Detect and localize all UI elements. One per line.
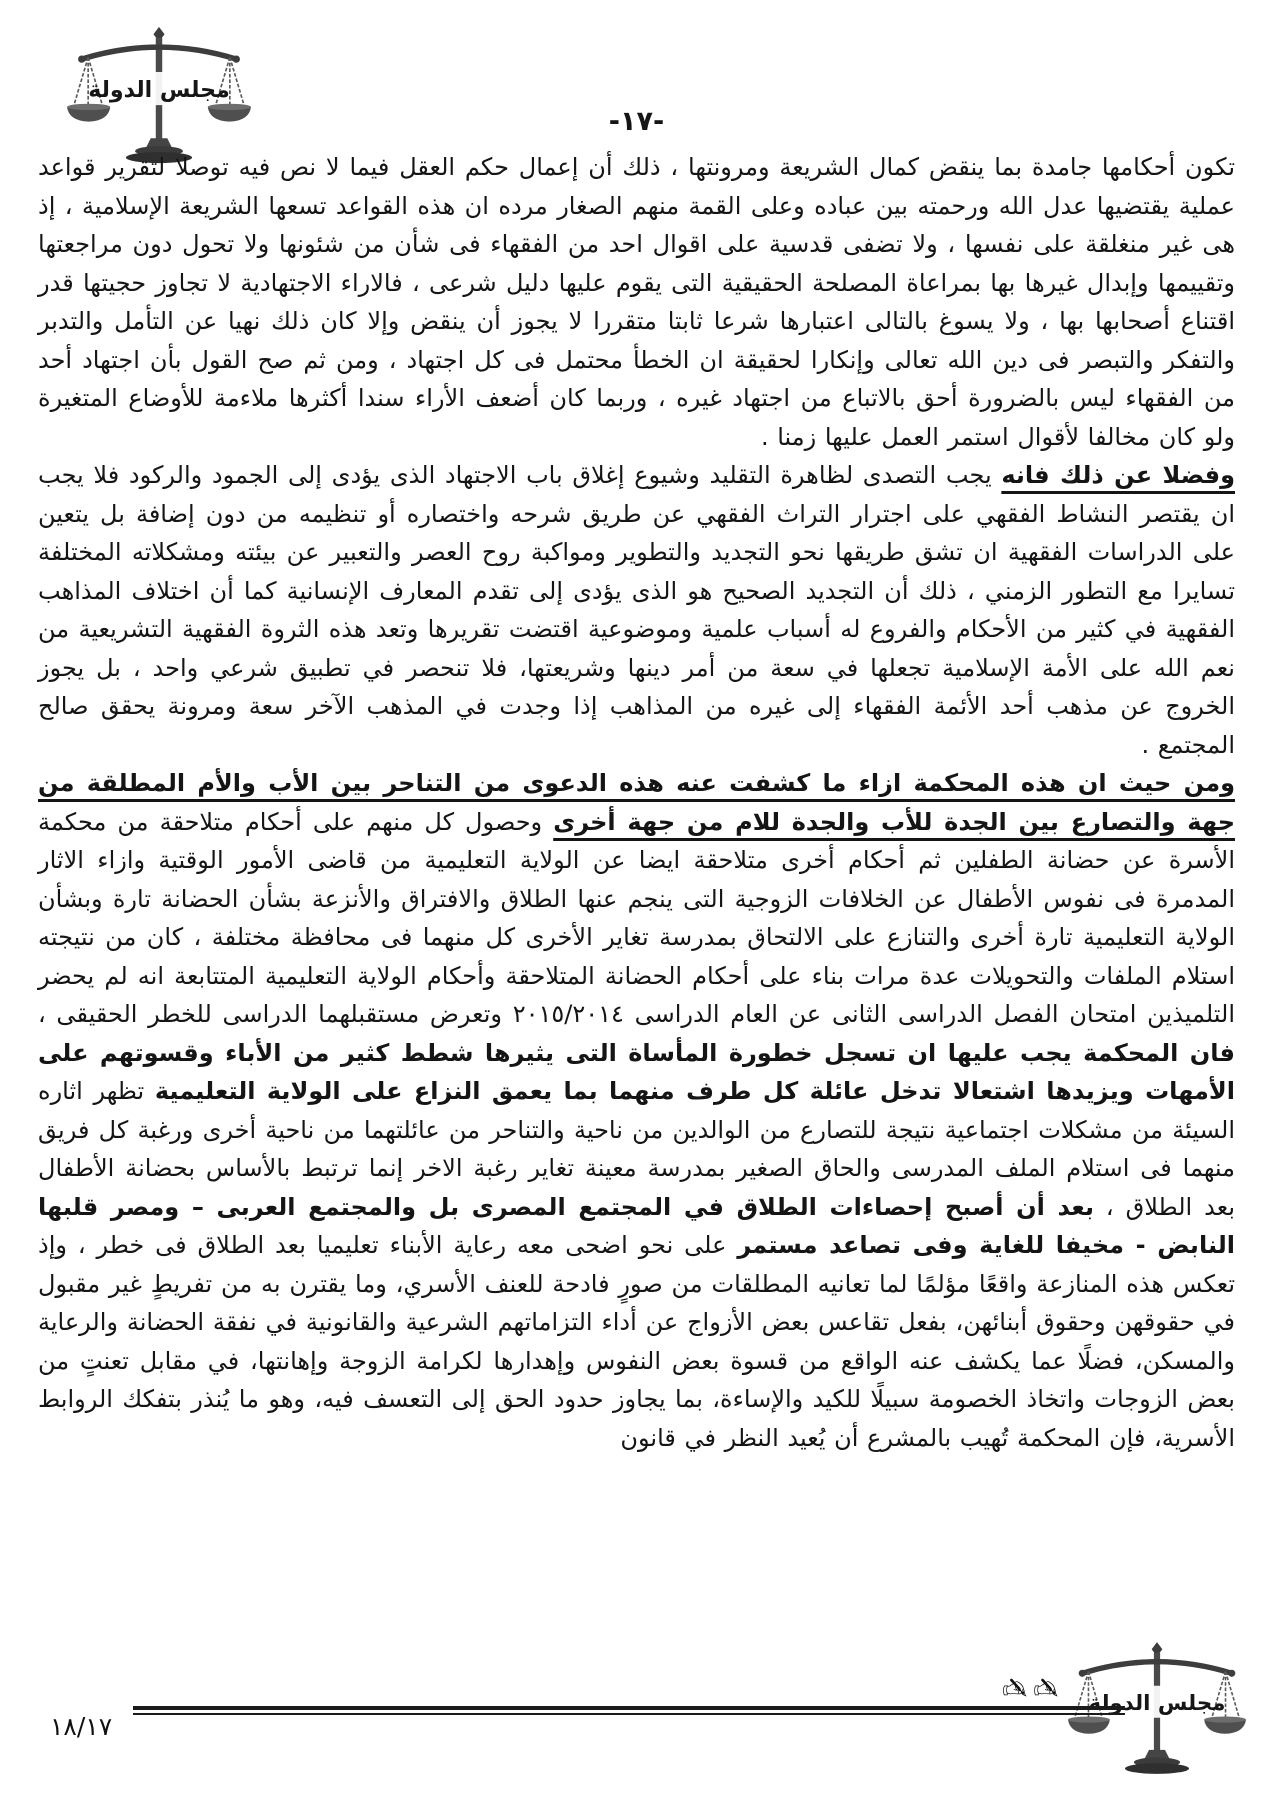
text-segment: يجب التصدى لظاهرة التقليد وشيوع إغلاق باب الاجتهاد الذى يؤدى إلى الجمود والركود فلا يجب ان يقتصر النشاط الفقهي على اجترار التراث الفقهي عن طريق شرحه واختصاره أو تنظيمه من دون إضافة بل يتعين على الدراسات الفقهية ان تشق طريقها نحو التجديد والتطوير ومواكبة روح العصر والتعبير عن بيئته ومشكلاته المختلفة تسايرا مع التطور الزمني ، ذلك أن التجديد الصحيح هو الذى يؤدى إلى تقدم المعارف الإنسانية كما أن اختلاف المذاهب الفقهية في كثير من الأحكام والفروع له أسباب علمية وموضوعية اقتضت تقريرها وتعد هذه الثروة الفقهية التشريعية من نعم الله على الأمة الإسلامية تجعلها في سعة من أمر دينها وشريعتها، فلا تنحصر في تطبيق شرعي واحد ، بل يجوز الخروج عن مذهب أحد الأئمة الفقهاء إلى غيره من المذاهب إذا وجدت في المذهب الآخر سعة ومرونة يحقق صالح المجتمع . (38, 461, 1235, 759)
paragraph (38, 456, 1235, 764)
judgment-body (38, 148, 1235, 1457)
council-of-state-logo-top (64, 26, 254, 164)
logo-calligraphy-text: مجلس الدولة (1088, 1690, 1226, 1716)
text-segment: وفضلا عن ذلك فانه (1001, 461, 1235, 489)
footer-page-indicator: ١٨/١٧ (50, 1712, 113, 1741)
scales-of-justice-icon (64, 26, 254, 164)
text-segment: تكون أحكامها جامدة بما ينقض كمال الشريعة ومرونتها ، ذلك أن إعمال حكم العقل فيما لا نص فيه توصلا لتقرير قواعد عملية يقتضيها عدل الله ورحمته بين عباده وعلى القمة منهم الصغار مرده ان هذه القواعد تسعها الشريعة الإسلامية ، إذ هى غير منغلقة على نفسها ، ولا تضفى قدسية على اقوال احد من الفقهاء فى شأن من شئونها ولا تحول دون مراجعتها وتقييمها وإبدال غيرها بها بمراعاة المصلحة الحقيقية التى يقوم عليها دليل شرعى ، فالاراء الاجتهادية لا تجاوز حجيتها قدر اقتناع أصحابها بها ، ولا يسوغ بالتالى اعتبارها شرعا ثابتا متقررا لا يجوز أن ينقض وإلا كان ذلك نهيا عن التأمل والتدبر والتفكر والتبصر فى دين الله تعالى وإنكارا لحقيقة ان الخطأ محتمل فى كل اجتهاد ، ومن ثم صح القول بأن اجتهاد أحد من الفقهاء ليس بالضرورة أحق بالاتباع من اجتهاد غيره ، وربما كان أضعف الأراء سندا أكثرها ملاءمة للأوضاع المتغيرة ولو كان مخالفا لأقوال استمر العمل عليها زمنا . (38, 153, 1235, 451)
text-segment: وحصول كل منهم على أحكام متلاحقة من محكمة الأسرة عن حضانة الطفلين ثم أحكام أخرى متلاحقة ايضا عن الولاية التعليمية من قاضى الأمور الوقتية وازاء الاثار المدمرة فى نفوس الأطفال عن الخلافات الزوجية التى ينجم عنها الطلاق والافتراق والأنزعة بشأن الحضانة تارة وبشأن الولاية التعليمية تارة أخرى والتنازع على الالتحاق بمدرسة تغاير الأخرى كل منهما فى محافظة مختلفة ، كان من نتيجته استلام الملفات والتحويلات عدة مرات بناء على أحكام الحضانة المتلاحقة وأحكام الولاية التعليمية المتتابعة انه لم يحضر التلميذين امتحان الفصل الدراسى الثانى عن العام الدراسى ٢٠١٥/٢٠١٤ وتعرض مستقبلهما الدراسى للخطر الحقيقى ، (38, 807, 1236, 1028)
text-segment: تظهر اثاره السيئة من مشكلات اجتماعية نتيجة للتصارع من الوالدين من ناحية والتناحر من عائلتهما من ناحية أخرى ورغبة كل فريق منهما فى استلام الملف المدرسى والحاق الصغير بمدرسة معينة تغاير رغبة الاخر إنما ترتبط بالأساس بحضانة الأطفال بعد الطلاق ، (38, 1077, 1235, 1221)
signature-marks-icon: ✍✍ (996, 1672, 1059, 1707)
paragraph (38, 764, 1235, 1457)
logo-calligraphy-text: مجلس الدولة (88, 77, 230, 103)
text-segment: ومن حيث ان هذه المحكمة ازاء ما كشفت عنه هذه الدعوى من التناحر بين الأب والأم المطلقة من جهة والتصارع بين الجدة للأب والجدة للام من جهة أخرى (38, 769, 1236, 836)
text-segment: فان المحكمة يجب عليها ان تسجل خطورة المأساة التى يثيرها شطط كثير من الأباء وقسوتهم على الأمهات ويزيدها اشتعالا تدخل عائلة كل طرف منهما بما يعمق النزاع على الولاية التعليمية (38, 1038, 1235, 1105)
text-segment: على نحو اضحى معه رعاية الأبناء تعليميا بعد الطلاق فى خطر ، وإذ تعكس هذه المنازعة واقعًا مؤلمًا لما تعانيه المطلقات من صورٍ فادحة للعنف الأسري، وما يقترن به من تفريطٍ غير مقبول في حقوقهن وحقوق أبنائهن، بفعل تقاعس بعض الأزواج عن أداء التزاماتهم الشرعية والقانونية في نفقة الحضانة والرعاية والمسكن، فضلًا عما يكشف عنه الواقع من قسوة بعض النفوس وإهدارها لكرامة الزوجة وإهانتها، في مقابل تعنتٍ من بعض الزوجات واتخاذ الخصومة سبيلًا للكيد والإساءة، بما يجاوز حدود الحق إلى التعسف فيه، وهو ما يُنذر بتفكك الروابط الأسرية، فإن المحكمة تُهيب بالمشرع أن يُعيد النظر في قانون (38, 1231, 1235, 1452)
page-number: -١٧- (608, 106, 665, 137)
paragraph (38, 148, 1235, 456)
footer-divider (133, 1706, 1125, 1715)
text-segment: بعد أن أصبح إحصاءات الطلاق في المجتمع المصرى بل والمجتمع العربى – ومصر قلبها النابض - مخيفا للغاية وفى تصاعد مستمر (38, 1192, 1235, 1259)
